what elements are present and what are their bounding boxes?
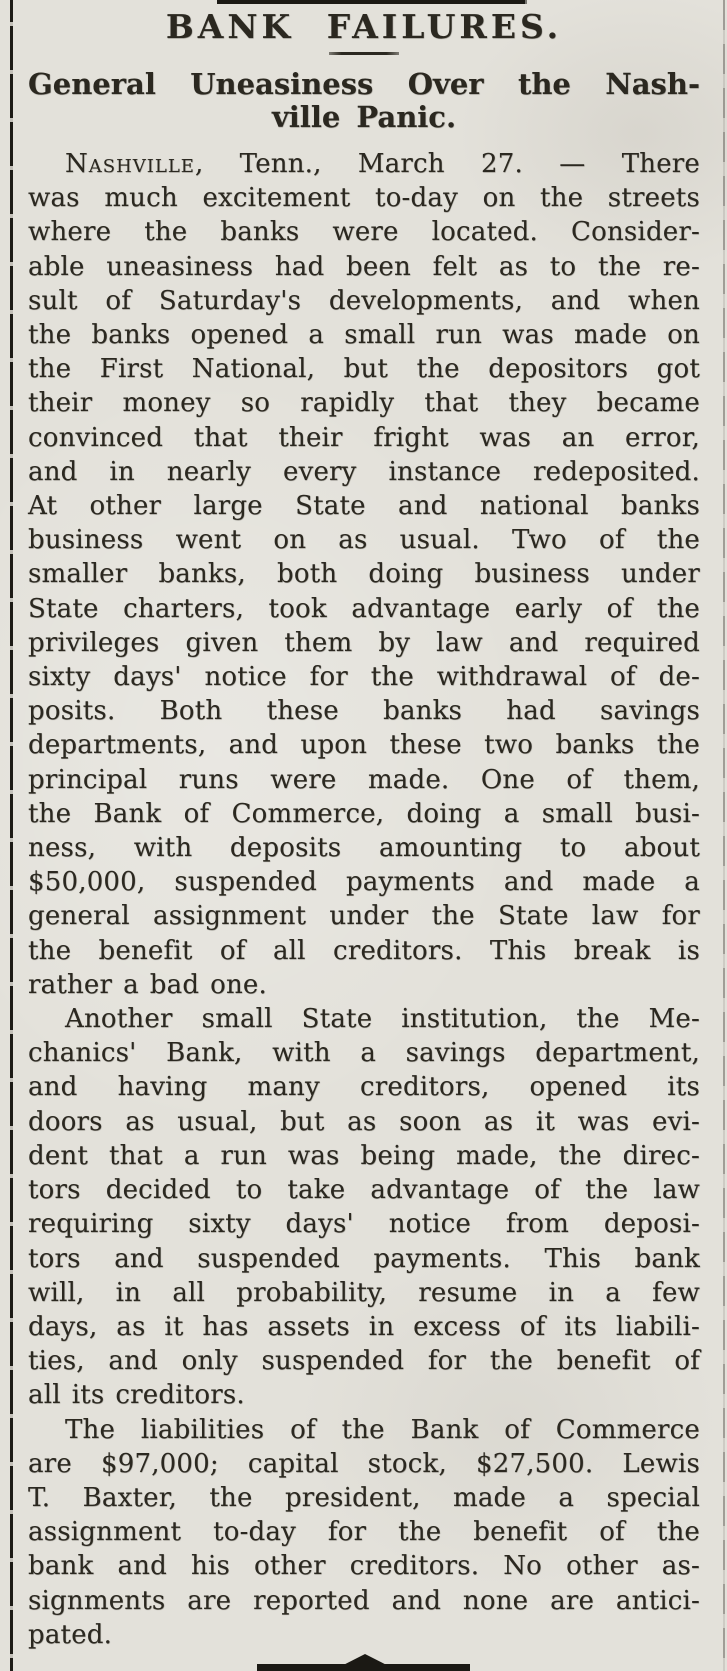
text-line: assignment to-day for the benefit of the xyxy=(28,1517,700,1548)
text-line: bank and his other creditors. No other as- xyxy=(28,1551,700,1582)
text-line: and having many creditors, opened its xyxy=(28,1072,700,1103)
text-line: pated. xyxy=(28,1619,113,1650)
text-line: their money so rapidly that they became xyxy=(28,388,700,419)
text-line: convinced that their fright was an error, xyxy=(28,422,700,453)
text-line: the First National, but the depositors got xyxy=(28,354,700,385)
text-line: State charters, took advantage early of the xyxy=(28,593,700,624)
text-line: tors decided to take advantage of the law xyxy=(28,1175,700,1206)
end-ornament xyxy=(0,1652,727,1671)
text-line: the benefit of all creditors. This break is xyxy=(28,935,700,966)
text-line: At other large State and national banks xyxy=(28,491,700,522)
text-line: are $97,000; capital stock, $27,500. Lewis xyxy=(28,1448,700,1479)
text-line: the banks opened a small run was made on xyxy=(28,320,700,351)
text-line: dent that a run was being made, the direc- xyxy=(28,1140,700,1171)
text-line: general assignment under the State law for xyxy=(28,901,700,932)
ornament-bar xyxy=(257,1664,470,1671)
headline: BANK FAILURES. xyxy=(165,7,563,46)
text-line: chanics' Bank, with a savings department, xyxy=(28,1038,700,1069)
text-line: signments are reported and none are antici- xyxy=(28,1585,700,1616)
text-line: principal runs were made. One of them, xyxy=(28,764,700,795)
article-header xyxy=(28,0,700,134)
text-line: will, in all probability, resume in a few xyxy=(28,1277,700,1308)
text-line: was much excitement to-day on the streets xyxy=(28,183,700,214)
text-line: Nashville, Tenn., March 27. — There xyxy=(65,149,700,179)
text-line: departments, and upon these two banks the xyxy=(28,730,700,761)
text-line: the Bank of Commerce, doing a small busi- xyxy=(28,798,700,829)
paragraph xyxy=(28,147,700,1002)
text-line: rather a bad one. xyxy=(28,969,267,1000)
subheadline-line-1: General Uneasiness Over the Nash- xyxy=(28,67,700,101)
paragraph xyxy=(28,1413,700,1652)
subheadline-line-2: ville Panic. xyxy=(271,100,457,134)
text-line: ness, with deposits amounting to about xyxy=(28,833,700,864)
paragraph xyxy=(28,1002,700,1412)
text-line: able uneasiness had been felt as to the re- xyxy=(28,251,700,282)
text-line: days, as it has assets in excess of its liabili- xyxy=(28,1311,700,1342)
text-line: all its creditors. xyxy=(28,1380,245,1411)
text-line: requiring sixty days' notice from deposi- xyxy=(28,1209,700,1240)
text-line: where the banks were located. Consider- xyxy=(28,217,700,248)
text-line: smaller banks, both doing business under xyxy=(28,559,700,590)
text-line: sixty days' notice for the withdrawal of de- xyxy=(28,662,700,693)
text-line: tors and suspended payments. This bank xyxy=(28,1243,700,1274)
column-rule-right xyxy=(723,0,725,1671)
text-line: Another small State institution, the Me- xyxy=(65,1004,700,1035)
text-line: privileges given them by law and required xyxy=(28,627,700,658)
article-body xyxy=(28,147,700,1652)
dateline: Nashville xyxy=(65,149,195,179)
text-line: T. Baxter, the president, made a special xyxy=(28,1482,700,1513)
text-line: ties, and only suspended for the benefit of xyxy=(28,1346,700,1377)
text-line: and in nearly every instance redeposited. xyxy=(28,456,700,487)
headline-divider xyxy=(329,52,399,55)
text-line: sult of Saturday's developments, and when xyxy=(28,285,700,316)
text-line: The liabilities of the Bank of Commerce xyxy=(65,1414,700,1445)
diamond-ornament-icon xyxy=(336,1654,394,1671)
text-line: $50,000, suspended payments and made a xyxy=(28,867,700,898)
text-line: doors as usual, but as soon as it was evi- xyxy=(28,1106,700,1137)
text-line: posits. Both these banks had savings xyxy=(28,696,700,727)
column-rule-left xyxy=(10,0,13,1671)
text-line: business went on as usual. Two of the xyxy=(28,525,700,556)
subheadline xyxy=(28,68,700,134)
